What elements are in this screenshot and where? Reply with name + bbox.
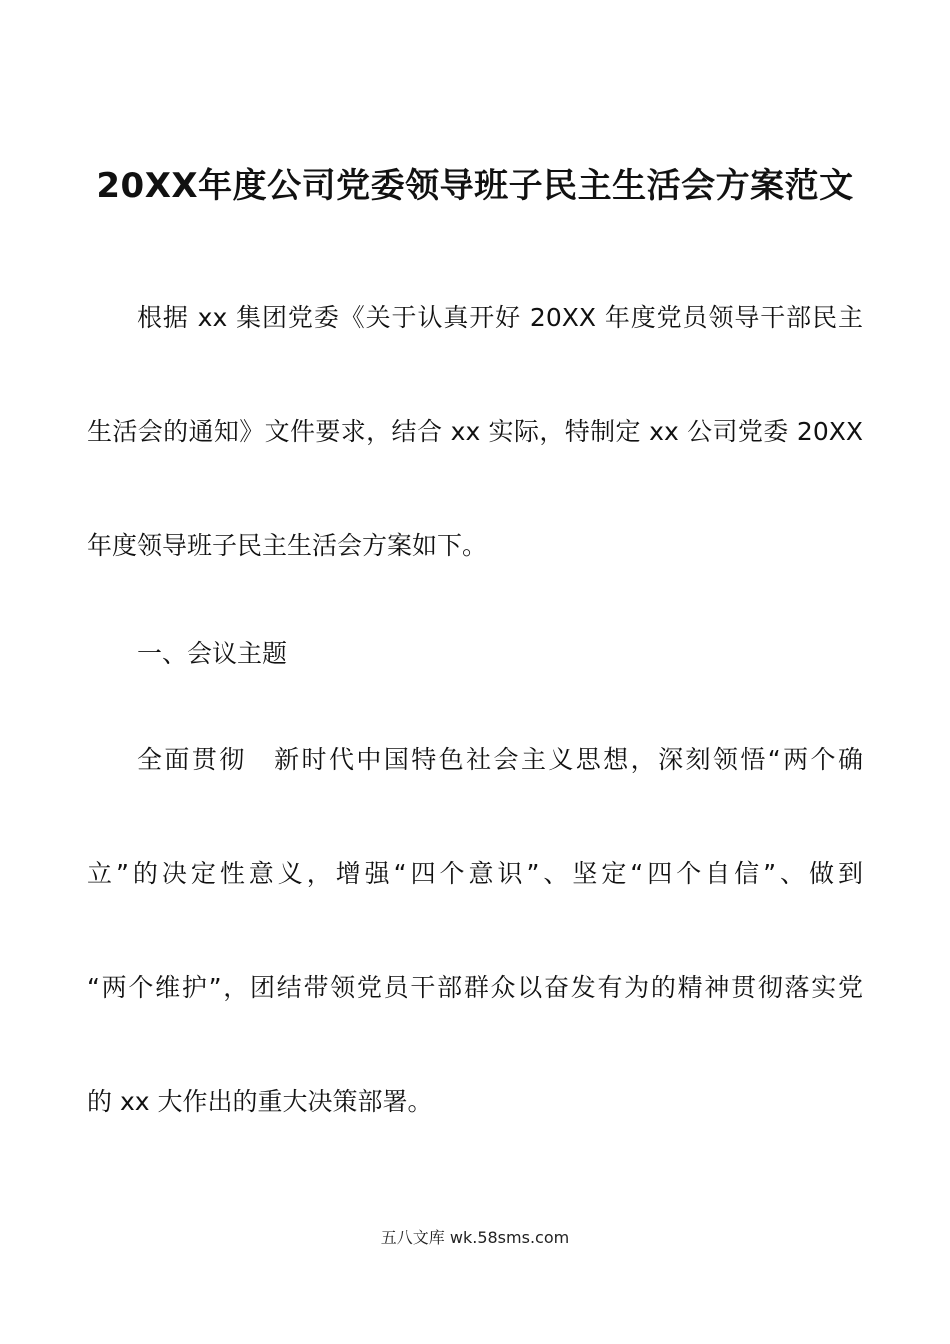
footer-watermark-text: 五八文库 wk.58sms.com [380,1228,570,1247]
intro-line-3: 年度领导班子民主生活会方案如下。 [87,531,488,560]
document-title: 20XX年度公司党委领导班子民主生活会方案范文 [96,166,854,206]
section-1-line-4: 的 xx 大作出的重大决策部署。 [87,1087,433,1116]
section-1-heading: 一、会议主题 [137,639,288,668]
section-1-line-3: “两个维护”，团结带领党员干部群众以奋发有为的精神贯彻落实党 [87,973,863,1002]
intro-line-2: 生活会的通知》文件要求，结合 xx 实际，特制定 xx 公司党委 20XX [87,417,863,446]
section-1-line-2: 立”的决定性意义，增强“四个意识”、坚定“四个自信”、做到 [87,859,863,888]
section-1-line-1: 全面贯彻 新时代中国特色社会主义思想，深刻领悟“两个确 [137,745,863,774]
intro-line-1: 根据 xx 集团党委《关于认真开好 20XX 年度党员领导干部民主 [137,303,863,332]
